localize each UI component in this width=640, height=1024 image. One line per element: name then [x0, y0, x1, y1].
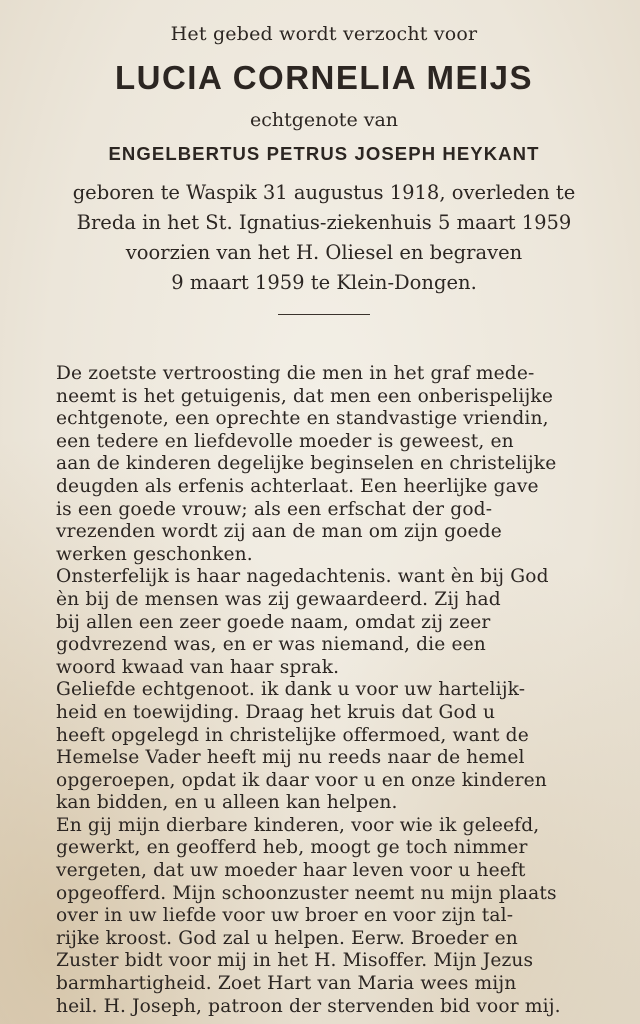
memorial-text-line: werken geschonken. [56, 543, 253, 565]
divider [278, 314, 370, 315]
memorial-text-line: woord kwaad van haar sprak. [56, 656, 340, 678]
memorial-text-line: opgeofferd. Mijn schoonzuster neemt nu mijn plaats [56, 882, 557, 904]
life-dates-line: Breda in het St. Ignatius-ziekenhuis 5 maart 1959 [76, 211, 572, 234]
memorial-text-line: Hemelse Vader heeft mij nu reeds naar de hemel [56, 747, 525, 769]
life-dates-line: geboren te Waspik 31 augustus 1918, overleden te [72, 181, 576, 204]
memorial-text-line: echtgenote, een oprechte en standvastige vriendin, [56, 408, 549, 430]
memorial-text-line: godvrezend was, en er was niemand, die een [56, 634, 486, 656]
memorial-text-line: De zoetste vertroosting die men in het graf mede- [56, 363, 535, 384]
spouse-name: ENGELBERTUS PETRUS JOSEPH HEYKANT [108, 143, 540, 164]
memorial-text-line: is een goede vrouw; als een erfschat der god- [56, 498, 493, 520]
memorial-text-line: deugden als erfenis achterlaat. Een heerlijke gave [56, 475, 539, 497]
memorial-text-line: barmhartigheid. Zoet Hart van Maria wees mijn [56, 973, 517, 995]
memorial-text-line: heil. H. Joseph, patroon der stervenden bid voor mij. [56, 995, 561, 1017]
memorial-text-line: heeft opgelegd in christelijke offermoed, want de [56, 724, 529, 746]
memorial-text-line: En gij mijn dierbare kinderen, voor wie ik geleefd, [56, 814, 540, 836]
memorial-text-line: aan de kinderen degelijke beginselen en christelijke [56, 453, 557, 475]
memorial-text [56, 363, 592, 1018]
memorial-text-line: gewerkt, en geofferd heb, moogt ge toch nimmer [56, 837, 528, 859]
memorial-text-line: Onsterfelijk is haar nagedachtenis. want èn bij God [56, 566, 549, 588]
memorial-text-line: rijke kroost. God zal u helpen. Eerw. Broeder en [56, 927, 518, 949]
memorial-text-line: opgeroepen, opdat ik daar voor u en onze kinderen [56, 769, 547, 791]
memorial-text-line: vrezenden wordt zij aan de man om zijn goede [56, 521, 502, 543]
life-dates-line: 9 maart 1959 te Klein-Dongen. [171, 271, 477, 294]
memorial-text-line: een tedere en liefdevolle moeder is geweest, en [56, 430, 514, 452]
life-dates [56, 178, 592, 298]
memorial-text-line: heid en toewijding. Draag het kruis dat God u [56, 701, 496, 723]
memorial-text-line: over in uw liefde voor uw broer en voor zijn tal- [56, 905, 514, 927]
memorial-text-line: bij allen een zeer goede naam, omdat zij zeer [56, 611, 491, 633]
memorial-text-line: Geliefde echtgenoot. ik dank u voor uw hartelijk- [56, 679, 526, 701]
spouse-intro-line: echtgenote van [249, 109, 399, 131]
deceased-name: LUCIA CORNELIA MEIJS [114, 59, 534, 96]
life-dates-line: voorzien van het H. Oliesel en begraven [125, 241, 523, 264]
memorial-text-line: neemt is het getuigenis, dat men een onberispelijke [56, 385, 553, 407]
prayer-request-line: Het gebed wordt verzocht voor [170, 23, 478, 45]
memorial-text-line: èn bij de mensen was zij gewaardeerd. Zij had [56, 588, 501, 610]
memorial-text-line: kan bidden, en u alleen kan helpen. [56, 792, 398, 814]
memorial-text-line: vergeten, dat uw moeder haar leven voor u heeft [56, 860, 526, 882]
memorial-text-line: Zuster bidt voor mij in het H. Misoffer. Mijn Jezus [56, 950, 534, 972]
